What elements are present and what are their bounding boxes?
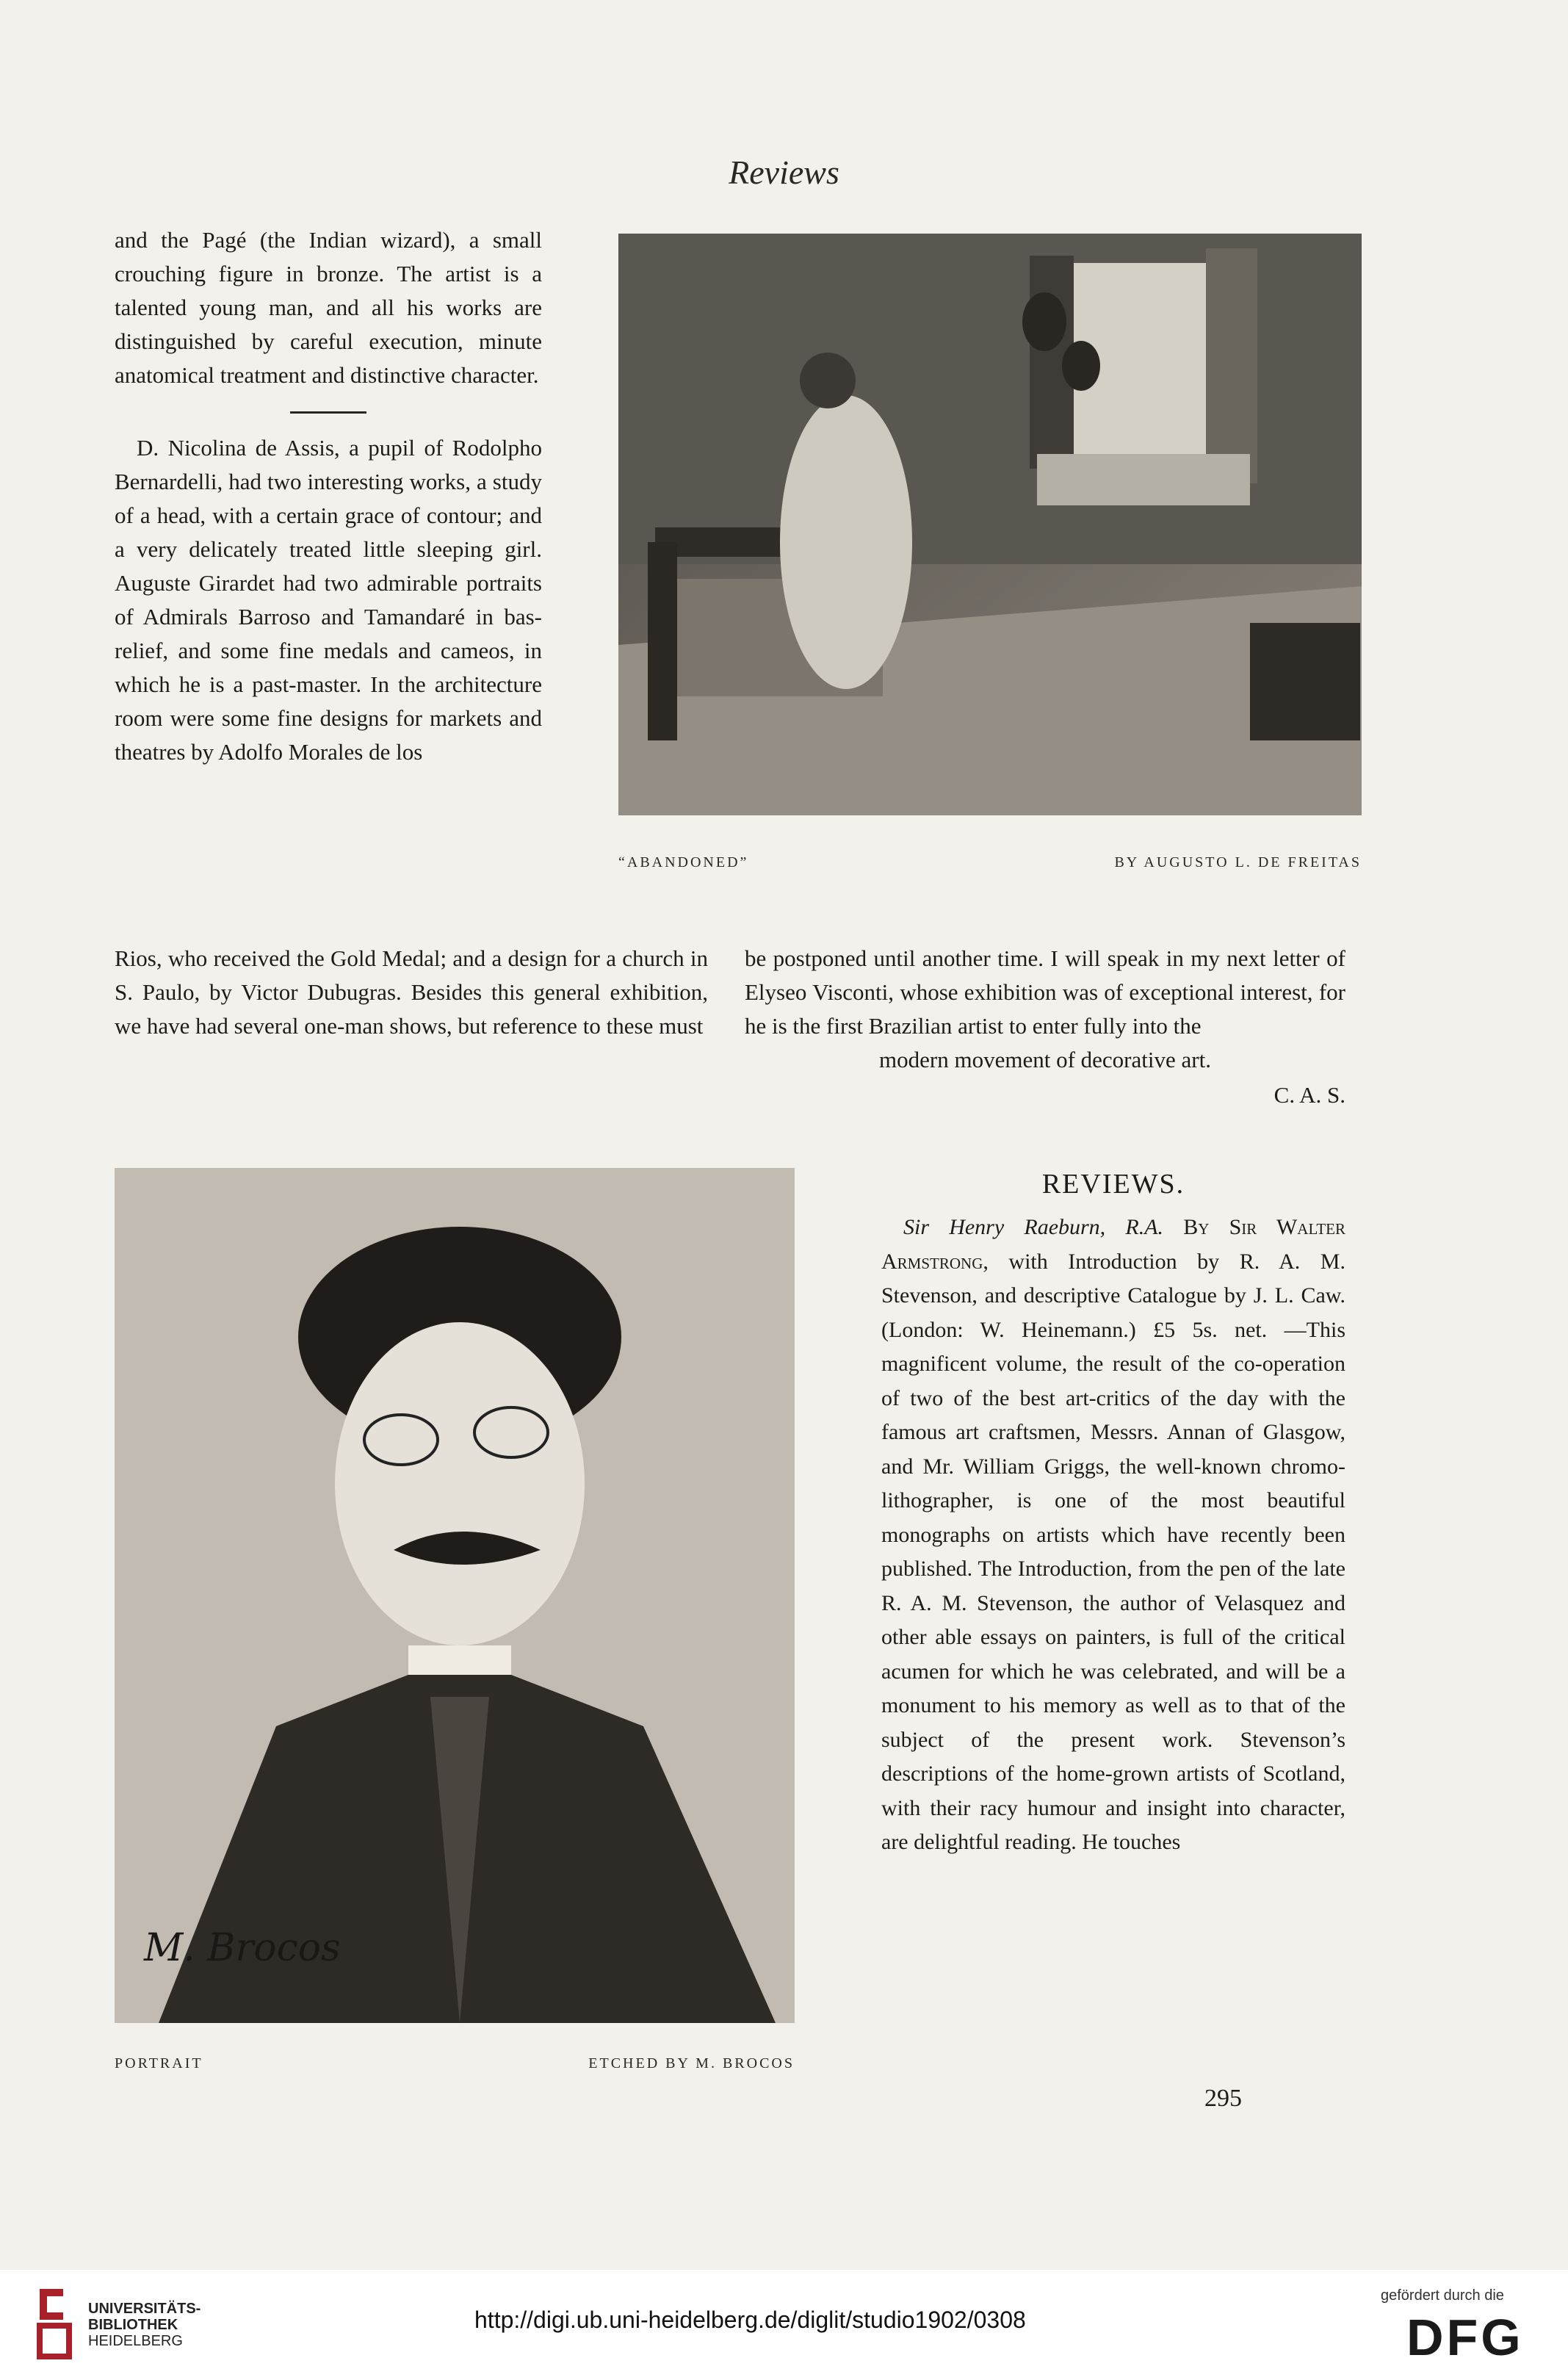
paragraph-page-figure: and the Pagé (the Indian wizard), a small crouching figure in bronze. The artist is a talented young man, and all his works are distinguished by careful execution, minute anatomical treatment and distinctive character. — [115, 227, 542, 388]
reviews-heading: REVIEWS. — [1041, 1169, 1185, 1200]
etching-signature: M. Brocos — [144, 1926, 341, 1970]
plate-portrait — [115, 1168, 795, 2023]
right-column-continuation — [745, 942, 1345, 1112]
portrait-caption-title: PORTRAIT — [115, 2055, 203, 2071]
portrait-etching — [115, 1168, 795, 2023]
plate-abandoned — [618, 234, 1362, 815]
section-divider — [290, 411, 366, 414]
plate-caption-artist: BY AUGUSTO L. DE FREITAS — [1114, 854, 1362, 870]
left-column-continuation — [115, 942, 708, 1043]
library-name-line3: HEIDELBERG — [88, 2333, 183, 2349]
library-name-line2: BIBLIOTHEK — [88, 2317, 178, 2333]
paragraph-exhibition: Rios, who received the Gold Medal; and a design for a church in S. Paulo, by Victor Dubugras. Besides this general exhibition, we have had several one-man shows, but reference to these must — [115, 945, 708, 1039]
funded-by-text: gefördert durch die — [1381, 2287, 1504, 2304]
portrait-caption-artist: ETCHED BY M. BROCOS — [588, 2055, 795, 2071]
paragraph-visconti-last-line: modern movement of decorative art. — [879, 1047, 1211, 1072]
author-signature: C. A. S. — [1273, 1082, 1345, 1108]
left-column-top — [115, 223, 542, 769]
library-logo-icon — [34, 2283, 75, 2364]
plate-caption-title: “ABANDONED” — [618, 854, 749, 870]
page-number: 295 — [1204, 2085, 1242, 2112]
seated-woman-figure — [780, 395, 912, 689]
source-url-link[interactable]: http://digi.ub.uni-heidelberg.de/diglit/studio1902/0308 — [474, 2307, 1026, 2333]
library-name-line1: UNIVERSITÄTS- — [88, 2301, 201, 2317]
paragraph-visconti: be postponed until another time. I will speak in my next letter of Elyseo Visconti, whose exhibition was of exceptional interest, for he is the first Brazilian artist to enter fully into the — [745, 945, 1345, 1039]
review-book-title: Sir Henry Raeburn, R.A. — [903, 1215, 1164, 1239]
dfg-logo: DFG — [1406, 2309, 1524, 2366]
paragraph-nicolina: D. Nicolina de Assis, a pupil of Rodolpho Bernardelli, had two interesting works, a study of a head, with a certain grace of contour; and a very delicately treated little sleeping girl. Auguste Girardet had two admirable portraits of Admirals Barroso and Tamandaré in bas-relief, and some fine medals and cameos, in which he is a past-master. In the architecture room were some fine designs for markets and theatres by Adolfo Morales de los — [115, 435, 542, 765]
reviews-body — [881, 1211, 1345, 1860]
review-text: , with Introduction by R. A. M. Stevenson, and descriptive Catalogue by J. L. Caw. (London: W. Heinemann.) £5 5s. net. —This magnificent volume, the result of the co-operation of two of the best art-critics of the day with the famous art craftsmen, Messrs. Annan of Glasgow, and Mr. William Griggs, the well-known chromo-lithographer, is one of the most beautiful monographs on artists which have recently been published. The Introduction, from the pen of the late R. A. M. Stevenson, the author of Velasquez and other able essays on painters, is full of the critical acumen for which he was celebrated, and will be a monument to his memory as well as to that of the subject of the present work. Stevenson’s descriptions of the home-grown artists of Scotland, with their racy humour and insight into character, are delightful reading. He touches — [881, 1249, 1345, 1854]
face-figure — [335, 1322, 585, 1645]
library-name — [88, 2301, 200, 2349]
digitization-footer — [0, 2270, 1568, 2380]
review-author: By Sir Walter Armstrong — [881, 1215, 1346, 1274]
running-head: Reviews — [729, 154, 839, 191]
abandoned-illustration — [618, 234, 1362, 815]
